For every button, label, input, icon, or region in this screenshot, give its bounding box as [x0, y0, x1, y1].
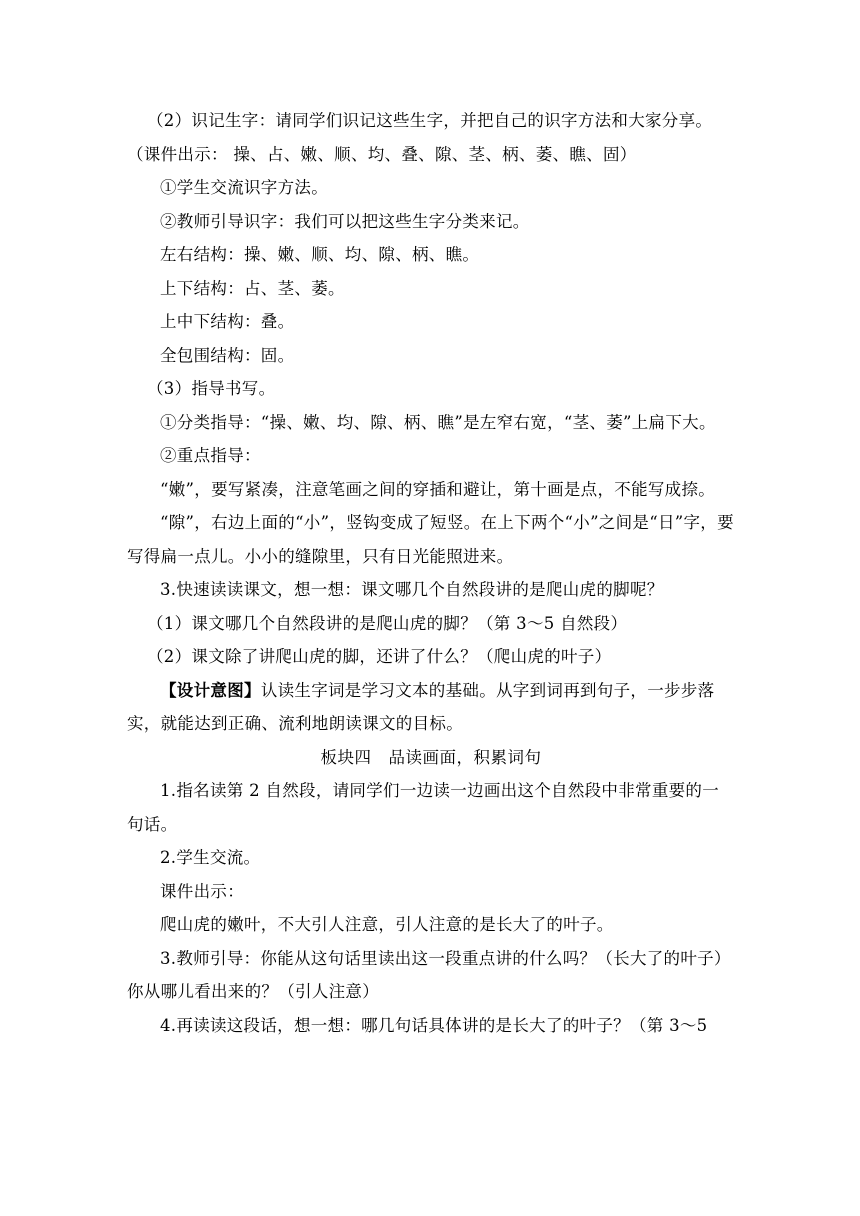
design-intent-label: 【设计意图】 — [160, 680, 261, 700]
paragraph-recognize-characters: （2）识记生字：请同学们识记这些生字，并把自己的识字方法和大家分享。（课件出示： 操、占、嫩、顺、均、叠、隙、茎、柄、萎、瞧、固） — [127, 111, 713, 164]
design-intent-text: 认读生字词是学习文本的基础。从字到词再到句子，一步步落实，就能达到正确、流利地朗读课文的目标。 — [127, 680, 715, 733]
section-heading: 板块四 品读画面，积累词句 — [320, 747, 542, 767]
paragraph-top-middle-bottom-structure: 上中下结构：叠。 — [160, 312, 295, 331]
paragraph-left-right-structure: 左右结构：操、嫩、顺、均、隙、柄、瞧。 — [160, 245, 480, 264]
document-body — [127, 104, 735, 1042]
paragraph-step-1: 1.指名读第 2 自然段，请同学们一边读一边画出这个自然段中非常重要的一句话。 — [127, 781, 720, 834]
paragraph-writing-guide: （3）指导书写。 — [147, 379, 276, 398]
paragraph-step-4: 4.再读读这段话，想一想：哪几句话具体讲的是长大了的叶子？（第 3～5 — [160, 1015, 708, 1035]
paragraph-question-2: （2）课文除了讲爬山虎的脚，还讲了什么？（爬山虎的叶子） — [147, 647, 612, 666]
paragraph-quick-read: 3.快速读读课文，想一想：课文哪几个自然段讲的是爬山虎的脚呢？ — [160, 580, 664, 599]
paragraph-courseware: 课件出示： — [160, 881, 244, 901]
paragraph-enclosed-structure: 全包围结构：固。 — [160, 345, 295, 365]
paragraph-question-1: （1）课文哪几个自然段讲的是爬山虎的脚？（第 3～5 自然段） — [147, 613, 628, 633]
paragraph-step-2: 2.学生交流。 — [160, 848, 261, 867]
paragraph-quote: 爬山虎的嫩叶，不大引人注意，引人注意的是长大了的叶子。 — [160, 915, 614, 934]
paragraph-top-bottom-structure: 上下结构：占、茎、萎。 — [160, 278, 345, 298]
paragraph-design-intent — [127, 674, 735, 741]
paragraph-key-guide: ②重点指导： — [160, 446, 261, 465]
paragraph-step-3: 3.教师引导：你能从这句话里读出这一段重点讲的什么吗？（长大了的叶子）你从哪儿看出来的？（引人注意） — [127, 948, 731, 1001]
paragraph-exchange-methods: ①学生交流识字方法。 — [160, 178, 328, 197]
paragraph-category-guide: ①分类指导：“操、嫩、均、隙、柄、瞧”是左窄右宽，“茎、萎”上扁下大。 — [160, 412, 716, 432]
paragraph-teacher-guide: ②教师引导识字：我们可以把这些生字分类来记。 — [160, 211, 530, 231]
paragraph-xi-character: “隙”，右边上面的“小”，竖钩变成了短竖。在上下两个“小”之间是“日”字，要写得扁一点儿。小小的缝隙里，只有日光能照进来。 — [127, 513, 734, 566]
paragraph-nen-character: “嫩”，要写紧凑，注意笔画之间的穿插和避让，第十画是点，不能写成捺。 — [160, 479, 716, 499]
